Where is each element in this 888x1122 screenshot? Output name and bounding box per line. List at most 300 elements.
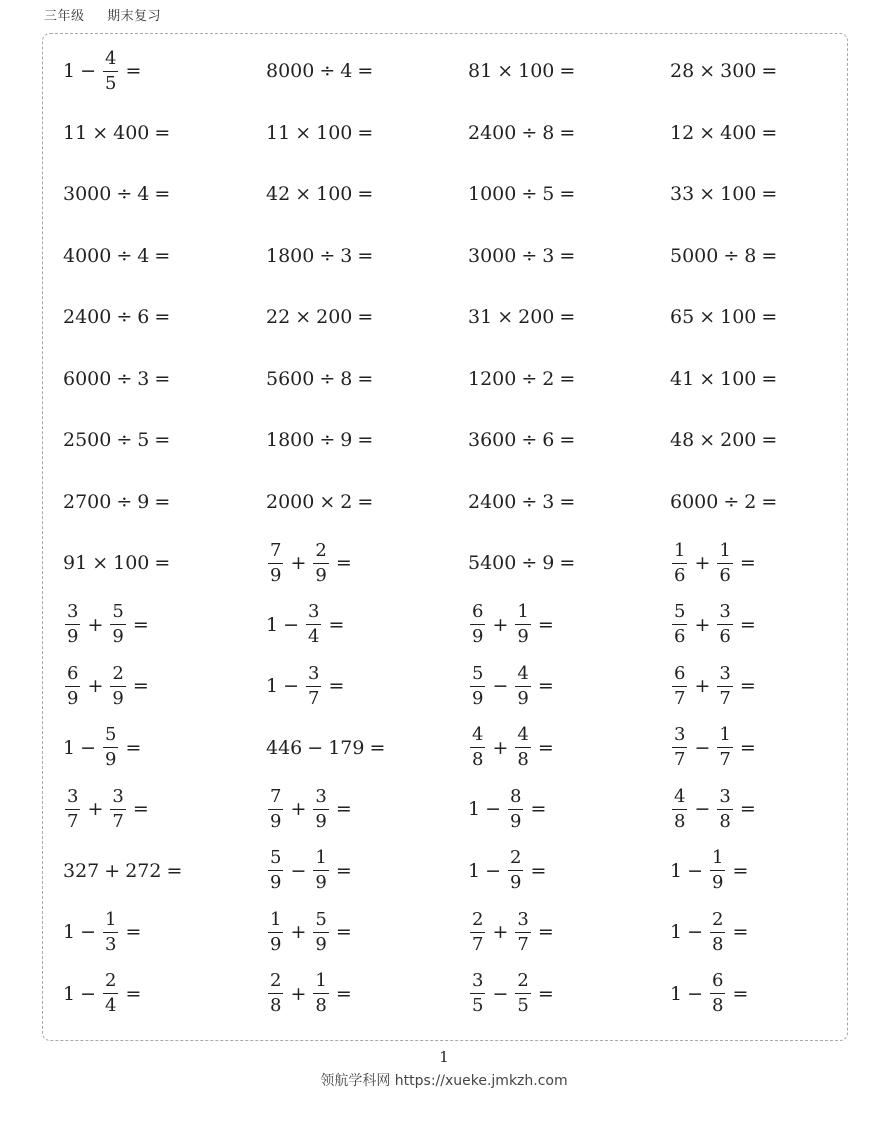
operator: = <box>335 798 352 820</box>
problem <box>468 901 559 963</box>
numerator: 2 <box>103 972 118 994</box>
operator: + <box>694 613 711 636</box>
number: 200 <box>518 306 555 328</box>
operator: = <box>537 613 554 636</box>
operator: + <box>87 613 104 636</box>
number: 81 <box>468 60 493 82</box>
denominator: 9 <box>712 872 724 893</box>
number: 446 <box>266 736 303 759</box>
header-title: 期末复习 <box>107 9 162 24</box>
operator: = <box>761 60 778 82</box>
operator: × <box>699 60 716 82</box>
operator: × <box>699 429 716 451</box>
denominator: 5 <box>105 72 117 94</box>
operator: × <box>92 552 109 574</box>
problem <box>670 717 761 779</box>
problem <box>63 163 175 225</box>
operator: ÷ <box>521 121 538 144</box>
problem <box>670 655 761 717</box>
denominator: 9 <box>105 749 117 770</box>
problem-row <box>63 963 853 1025</box>
fraction <box>103 972 118 1015</box>
fraction <box>710 849 725 892</box>
operator: = <box>357 183 374 205</box>
operator: = <box>335 921 352 943</box>
problem-row <box>63 348 853 410</box>
problem <box>670 102 782 164</box>
problem <box>468 594 559 656</box>
number: 12 <box>670 121 695 144</box>
number: 400 <box>720 121 757 144</box>
operator: = <box>335 982 352 1005</box>
problem-row <box>63 901 853 963</box>
problem <box>266 163 378 225</box>
numerator: 3 <box>515 911 530 933</box>
fraction <box>515 662 530 709</box>
numerator: 5 <box>103 726 118 748</box>
operator: = <box>739 552 756 574</box>
fraction <box>717 785 732 832</box>
problem-row <box>63 840 853 902</box>
fraction <box>710 908 725 955</box>
numerator: 4 <box>103 50 118 72</box>
footer-source: 领航学科网 https://xueke.jmkzh.com <box>320 1073 568 1089</box>
operator: = <box>559 244 576 267</box>
fraction <box>306 662 321 709</box>
operator: − <box>290 859 307 882</box>
denominator: 7 <box>719 687 731 709</box>
numerator: 3 <box>110 788 125 810</box>
denominator: 9 <box>315 810 327 832</box>
operator: = <box>166 859 183 882</box>
numerator: 3 <box>717 788 732 810</box>
number: 8 <box>340 367 353 390</box>
problem <box>670 532 761 594</box>
number: 1800 <box>266 244 315 267</box>
fraction <box>717 726 732 769</box>
numerator: 7 <box>268 788 283 810</box>
operator: = <box>335 552 352 574</box>
operator: ÷ <box>116 490 133 513</box>
numerator: 3 <box>672 726 687 748</box>
problem <box>266 594 349 656</box>
number: 41 <box>670 367 695 390</box>
fraction <box>515 603 530 646</box>
number: 9 <box>137 490 150 513</box>
denominator: 7 <box>517 933 529 955</box>
problem <box>63 286 175 348</box>
operator: − <box>687 859 704 882</box>
number: 1 <box>266 675 279 697</box>
operator: = <box>739 613 756 636</box>
problem <box>468 717 559 779</box>
problem <box>63 963 146 1025</box>
number: 5000 <box>670 244 719 267</box>
operator: = <box>154 244 171 267</box>
numerator: 2 <box>710 911 725 933</box>
denominator: 5 <box>472 995 484 1016</box>
fraction <box>672 539 687 586</box>
fraction <box>515 972 530 1015</box>
operator: × <box>295 121 312 144</box>
fraction <box>672 662 687 709</box>
number: 1 <box>63 921 76 943</box>
operator: = <box>761 367 778 390</box>
operator: + <box>104 859 121 882</box>
denominator: 8 <box>712 995 724 1016</box>
operator: + <box>290 552 307 574</box>
problem <box>670 471 782 533</box>
denominator: 9 <box>472 626 484 647</box>
operator: = <box>335 859 352 882</box>
fraction <box>470 603 485 646</box>
denominator: 9 <box>270 564 282 586</box>
operator: = <box>739 736 756 759</box>
denominator: 6 <box>719 626 731 647</box>
operator: = <box>537 982 554 1005</box>
operator: × <box>497 60 514 82</box>
operator: + <box>694 675 711 697</box>
operator: + <box>492 921 509 943</box>
denominator: 9 <box>510 810 522 832</box>
operator: − <box>283 675 300 697</box>
operator: × <box>699 121 716 144</box>
operator: = <box>125 60 142 82</box>
operator: ÷ <box>116 367 133 390</box>
fraction <box>717 662 732 709</box>
operator: − <box>694 798 711 820</box>
number: 1 <box>670 921 683 943</box>
operator: × <box>699 306 716 328</box>
number: 5 <box>137 429 150 451</box>
fraction <box>672 785 687 832</box>
numerator: 6 <box>710 972 725 994</box>
number: 3000 <box>63 183 112 205</box>
numerator: 5 <box>672 603 687 625</box>
operator: = <box>559 60 576 82</box>
operator: = <box>559 429 576 451</box>
numerator: 5 <box>110 603 125 625</box>
operator: ÷ <box>319 244 336 267</box>
numerator: 3 <box>313 788 328 810</box>
operator: = <box>559 183 576 205</box>
operator: − <box>492 675 509 697</box>
problem <box>670 778 761 840</box>
denominator: 9 <box>112 687 124 709</box>
problem-row <box>63 717 853 779</box>
operator: = <box>154 490 171 513</box>
number: 2400 <box>468 121 517 144</box>
denominator: 7 <box>719 749 731 770</box>
fraction <box>508 849 523 892</box>
number: 100 <box>316 183 353 205</box>
problem-row <box>63 471 853 533</box>
number: 2 <box>340 490 353 513</box>
number: 4 <box>137 183 150 205</box>
number: 28 <box>670 60 695 82</box>
operator: = <box>132 798 149 820</box>
operator: × <box>699 183 716 205</box>
problem-row <box>63 286 853 348</box>
denominator: 6 <box>674 564 686 586</box>
operator: + <box>492 736 509 759</box>
fraction <box>110 785 125 832</box>
fraction <box>470 972 485 1015</box>
operator: = <box>154 306 171 328</box>
number: 6 <box>137 306 150 328</box>
fraction <box>717 603 732 646</box>
problem <box>63 471 175 533</box>
problem <box>266 102 378 164</box>
number: 100 <box>518 60 555 82</box>
problem <box>63 40 146 102</box>
operator: = <box>761 306 778 328</box>
operator: − <box>307 736 324 759</box>
problem <box>266 778 357 840</box>
number: 6000 <box>63 367 112 390</box>
fraction <box>103 47 118 94</box>
operator: − <box>283 613 300 636</box>
problem <box>468 225 580 287</box>
number: 100 <box>316 121 353 144</box>
number: 3 <box>137 367 150 390</box>
problem <box>63 409 175 471</box>
problem <box>670 594 761 656</box>
fraction <box>672 726 687 769</box>
problem <box>468 655 559 717</box>
denominator: 7 <box>112 810 124 832</box>
operator: = <box>357 306 374 328</box>
problem <box>63 717 146 779</box>
operator: = <box>328 675 345 697</box>
operator: ÷ <box>521 490 538 513</box>
operator: + <box>492 613 509 636</box>
problem <box>670 901 753 963</box>
problem <box>63 594 154 656</box>
denominator: 9 <box>112 626 124 647</box>
numerator: 5 <box>313 911 328 933</box>
operator: ÷ <box>521 367 538 390</box>
number: 11 <box>266 121 291 144</box>
operator: − <box>485 859 502 882</box>
operator: = <box>328 613 345 636</box>
operator: = <box>132 675 149 697</box>
denominator: 9 <box>510 872 522 893</box>
numerator: 3 <box>717 665 732 687</box>
problem <box>63 655 154 717</box>
problem <box>63 225 175 287</box>
fraction <box>313 539 328 586</box>
problem-row <box>63 532 853 594</box>
numerator: 5 <box>268 849 283 871</box>
operator: ÷ <box>319 367 336 390</box>
problem <box>266 901 357 963</box>
number: 1 <box>468 798 481 820</box>
numerator: 4 <box>470 726 485 748</box>
problem <box>670 163 782 225</box>
number: 3000 <box>468 244 517 267</box>
number: 6000 <box>670 490 719 513</box>
operator: = <box>154 367 171 390</box>
numerator: 4 <box>515 665 530 687</box>
numerator: 2 <box>268 972 283 994</box>
operator: = <box>154 552 171 574</box>
operator: × <box>699 367 716 390</box>
fraction <box>515 908 530 955</box>
operator: − <box>80 60 97 82</box>
problem-row <box>63 409 853 471</box>
number: 4 <box>137 244 150 267</box>
operator: ÷ <box>319 60 336 82</box>
problem <box>63 348 175 410</box>
operator: − <box>485 798 502 820</box>
number: 400 <box>113 121 150 144</box>
operator: + <box>290 798 307 820</box>
problem-row <box>63 225 853 287</box>
numerator: 1 <box>672 542 687 564</box>
operator: = <box>732 921 749 943</box>
denominator: 5 <box>517 995 529 1016</box>
number: 1 <box>468 859 481 882</box>
number: 200 <box>720 429 757 451</box>
problem <box>63 901 146 963</box>
number: 100 <box>113 552 150 574</box>
denominator: 9 <box>270 933 282 955</box>
operator: = <box>732 859 749 882</box>
number: 5600 <box>266 367 315 390</box>
denominator: 8 <box>315 995 327 1016</box>
denominator: 3 <box>105 933 117 955</box>
operator: = <box>154 429 171 451</box>
problem <box>63 840 187 902</box>
problem <box>266 532 357 594</box>
denominator: 8 <box>517 749 529 770</box>
operator: = <box>537 675 554 697</box>
operator: + <box>87 675 104 697</box>
operator: ÷ <box>723 490 740 513</box>
fraction <box>515 726 530 769</box>
operator: = <box>761 429 778 451</box>
number: 8000 <box>266 60 315 82</box>
number: 91 <box>63 552 88 574</box>
number: 1 <box>670 859 683 882</box>
number: 1 <box>63 736 76 759</box>
operator: = <box>154 183 171 205</box>
problem <box>468 286 580 348</box>
operator: × <box>319 490 336 513</box>
fraction <box>268 539 283 586</box>
problem <box>670 963 753 1025</box>
operator: ÷ <box>521 244 538 267</box>
number: 9 <box>542 552 555 574</box>
fraction <box>313 972 328 1015</box>
problem <box>468 532 580 594</box>
problem-row <box>63 102 853 164</box>
fraction <box>65 603 80 646</box>
operator: ÷ <box>116 306 133 328</box>
number: 200 <box>316 306 353 328</box>
problem <box>266 655 349 717</box>
problem <box>266 225 378 287</box>
denominator: 8 <box>270 995 282 1016</box>
numerator: 2 <box>508 849 523 871</box>
denominator: 9 <box>517 687 529 709</box>
operator: = <box>125 982 142 1005</box>
fraction <box>306 603 321 646</box>
operator: = <box>761 490 778 513</box>
denominator: 7 <box>674 687 686 709</box>
operator: = <box>559 306 576 328</box>
operator: − <box>80 736 97 759</box>
number: 22 <box>266 306 291 328</box>
number: 100 <box>720 183 757 205</box>
problem <box>63 102 175 164</box>
fraction <box>110 662 125 709</box>
number: 42 <box>266 183 291 205</box>
problem <box>266 348 378 410</box>
numerator: 2 <box>470 911 485 933</box>
operator: − <box>694 736 711 759</box>
operator: = <box>357 367 374 390</box>
denominator: 9 <box>270 810 282 832</box>
numerator: 2 <box>313 542 328 564</box>
numerator: 6 <box>672 665 687 687</box>
denominator: 6 <box>719 564 731 586</box>
operator: × <box>295 183 312 205</box>
fraction <box>103 726 118 769</box>
denominator: 6 <box>674 626 686 647</box>
numerator: 1 <box>717 726 732 748</box>
number: 1 <box>63 982 76 1005</box>
number: 2500 <box>63 429 112 451</box>
number: 327 <box>63 859 100 882</box>
numerator: 2 <box>515 972 530 994</box>
problem <box>468 471 580 533</box>
operator: = <box>132 613 149 636</box>
fraction <box>110 603 125 646</box>
number: 272 <box>125 859 162 882</box>
problem <box>468 409 580 471</box>
fraction <box>313 849 328 892</box>
operator: = <box>357 121 374 144</box>
number: 8 <box>744 244 757 267</box>
numerator: 3 <box>306 665 321 687</box>
problem <box>468 102 580 164</box>
number: 1 <box>63 60 76 82</box>
problem <box>670 409 782 471</box>
fraction <box>65 785 80 832</box>
number: 9 <box>340 429 353 451</box>
operator: ÷ <box>319 429 336 451</box>
fraction <box>268 849 283 892</box>
operator: − <box>80 921 97 943</box>
problem <box>468 963 559 1025</box>
operator: = <box>357 429 374 451</box>
number: 48 <box>670 429 695 451</box>
operator: = <box>369 736 386 759</box>
number: 3 <box>340 244 353 267</box>
number: 2400 <box>468 490 517 513</box>
numerator: 4 <box>515 726 530 748</box>
fraction <box>672 603 687 646</box>
number: 11 <box>63 121 88 144</box>
numerator: 1 <box>103 911 118 933</box>
numerator: 8 <box>508 788 523 810</box>
operator: = <box>761 183 778 205</box>
problem <box>468 348 580 410</box>
grade-label: 三年级 <box>44 9 85 24</box>
operator: = <box>537 921 554 943</box>
